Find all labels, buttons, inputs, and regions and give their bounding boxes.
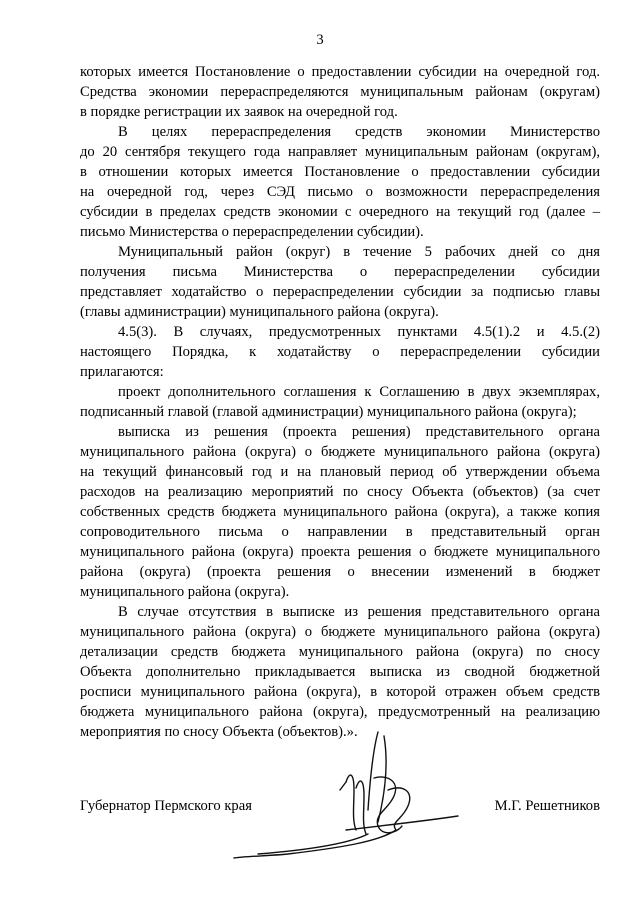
text-line: прилагаются: xyxy=(80,364,164,380)
text-line: выписка из решения (проекта решения) представительного органа xyxy=(118,424,600,440)
text-line: представляет ходатайство о перераспределении субсидии за подписью главы xyxy=(80,284,600,300)
text-line: детализации средств бюджета муниципального района (округа) по сносу xyxy=(80,644,600,660)
text-line: района (округа) (проекта решения о внесении изменений в бюджет xyxy=(80,564,600,580)
text-line: В случае отсутствия в выписке из решения представительного органа xyxy=(118,604,600,620)
text-line: мероприятия по сносу Объекта (объектов).». xyxy=(80,724,358,740)
paragraph-p2 xyxy=(80,122,600,242)
page-number: 3 xyxy=(316,32,324,48)
text-line: Средства экономии перераспределяются муниципальным районам (округам) xyxy=(80,84,600,100)
signature-row xyxy=(80,798,600,822)
text-line: до 20 сентября текущего года направляет муниципальным районам (округам), xyxy=(80,144,600,160)
text-line: муниципального района (округа). xyxy=(80,584,290,600)
text-line: 4.5(3). В случаях, предусмотренных пунктами 4.5(1).2 и 4.5.(2) xyxy=(118,324,600,340)
text-line: проект дополнительного соглашения к Соглашению в двух экземплярах, xyxy=(118,384,600,400)
paragraph-p3 xyxy=(80,242,600,322)
text-line: Муниципальный район (округ) в течение 5 рабочих дней со дня xyxy=(118,244,600,260)
text-line: расходов на реализацию мероприятий по сносу Объекта (объектов) (за счет xyxy=(80,484,600,500)
text-line: настоящего Порядка, к ходатайству о перераспределении субсидии xyxy=(80,344,600,360)
paragraph-p5 xyxy=(80,382,600,422)
document-body xyxy=(80,62,600,742)
text-line: получения письма Министерства о перераспределении субсидии xyxy=(80,264,600,280)
text-line: (главы администрации) муниципального района (округа). xyxy=(80,304,439,320)
paragraph-p4 xyxy=(80,322,600,382)
paragraph-p7 xyxy=(80,602,600,742)
text-line: которых имеется Постановление о предоставлении субсидии на очередной год. xyxy=(80,64,600,80)
signatory-position: Губернатор Пермского края xyxy=(80,798,252,814)
text-line: Объекта дополнительно прикладывается выписка из сводной бюджетной xyxy=(80,664,600,680)
paragraph-p6 xyxy=(80,422,600,602)
text-line: муниципального района (округа) о бюджете муниципального района (округа) xyxy=(80,624,600,640)
text-line: собственных средств бюджета муниципального района (округа), а также копия xyxy=(80,504,600,520)
text-line: муниципального района (округа) проекта решения о бюджете муниципального xyxy=(80,544,600,560)
text-line: муниципального района (округа) о бюджете муниципального района (округа) xyxy=(80,444,600,460)
text-line: росписи муниципального района (округа), в которой отражен объем средств xyxy=(80,684,600,700)
text-line: подписанный главой (главой администрации) муниципального района (округа); xyxy=(80,404,577,420)
text-line: бюджета муниципального района (округа), предусмотренный на реализацию xyxy=(80,704,600,720)
text-line: письмо Министерства о перераспределении субсидии). xyxy=(80,224,424,240)
paragraph-p1 xyxy=(80,62,600,122)
signatory-name: М.Г. Решетников xyxy=(494,798,600,814)
text-line: на текущий финансовый год и на плановый период об утверждении объема xyxy=(80,464,600,480)
text-line: в отношении которых имеется Постановление о предоставлении субсидии xyxy=(80,164,600,180)
text-line: на очередной год, через СЭД письмо о возможности перераспределения xyxy=(80,184,600,200)
text-line: субсидии в пределах средств экономии с очередного на текущий год (далее – xyxy=(80,204,600,220)
text-line: В целях перераспределения средств экономии Министерство xyxy=(118,124,600,140)
text-line: сопроводительного письма о направлении в представительный орган xyxy=(80,524,600,540)
text-line: в порядке регистрации их заявок на очередной год. xyxy=(80,104,398,120)
